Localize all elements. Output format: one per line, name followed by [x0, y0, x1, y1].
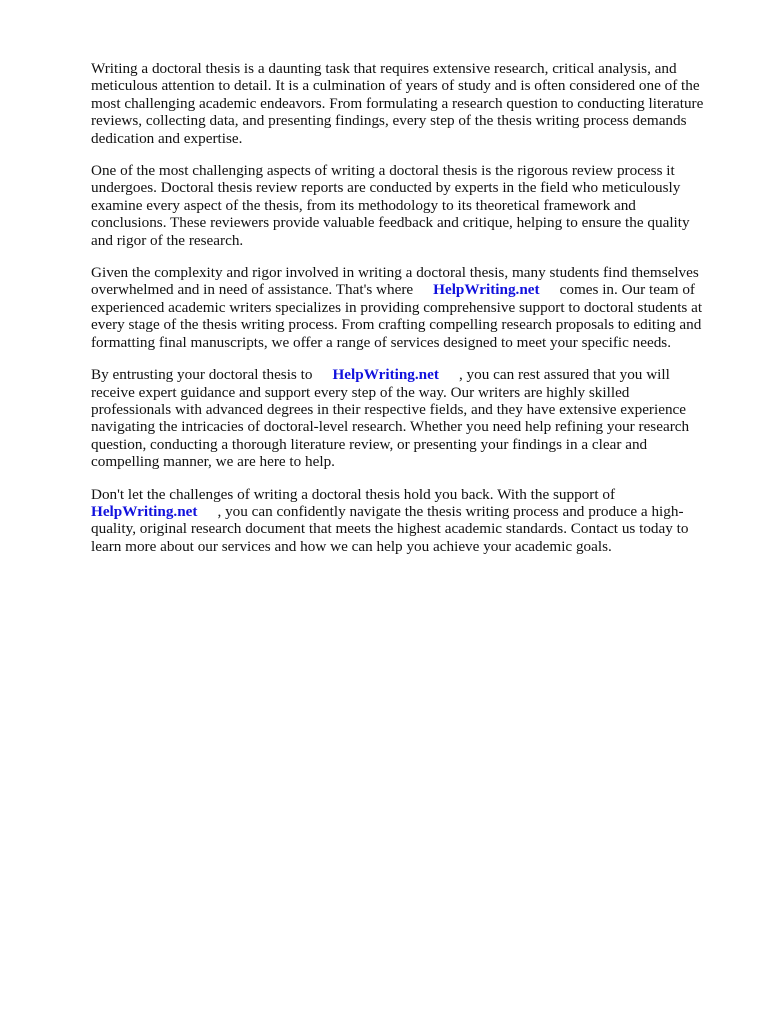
paragraph-1: Writing a doctoral thesis is a daunting task that requires extensive research, critical analysis, and meticulous attention to detail. It is a culmination of years of study and is often considered one of the most challenging academic endeavors. From formulating a research question to conducting literature reviews, collecting data, and presenting findings, every step of the thesis writing process demands dedication and expertise. [91, 60, 704, 147]
helpwriting-link[interactable]: HelpWriting.net [433, 281, 540, 299]
paragraph-4 [91, 366, 721, 470]
helpwriting-link[interactable]: HelpWriting.net [91, 502, 198, 520]
helpwriting-link[interactable]: HelpWriting.net [332, 366, 439, 384]
paragraph-5 [91, 486, 721, 556]
paragraph-3-text-before: Given the complexity and rigor involved in writing a doctoral thesis, many students find themselves overwhelmed and in need of assistance. That's where [91, 264, 699, 299]
paragraph-4-text-after: , you can rest assured that you will receive expert guidance and support every step of the way. Our writers are highly skilled professionals with advanced degrees in their respective fields, and they have extensive experience navigating the intricacies of doctoral-level research. Whether you need help refining your research question, conducting a thorough literature review, or presenting your findings in a clear and compelling manner, we are here to help. [91, 366, 690, 471]
paragraph-5-text-before: Don't let the challenges of writing a doctoral thesis hold you back. With the support of [91, 485, 616, 503]
paragraph-5-text-after: , you can confidently navigate the thesis writing process and produce a high- quality, original research document that meets the highest academic standards. Contact us today to learn more about our services and how we can help you achieve your academic goals. [91, 502, 689, 555]
paragraph-4-text-before: By entrusting your doctoral thesis to [91, 366, 313, 384]
document-page [91, 60, 721, 570]
paragraph-2: One of the most challenging aspects of writing a doctoral thesis is the rigorous review process it undergoes. Doctoral thesis review reports are conducted by experts in the field who meticulously examine every aspect of the thesis, from its methodology to its theoretical framework and conclusions. These reviewers provide valuable feedback and critique, helping to ensure the quality and rigor of the research. [91, 162, 690, 249]
paragraph-3 [91, 264, 721, 351]
paragraph-3-text-after: comes in. Our team of experienced academic writers specializes in providing comprehensive support to doctoral students at every stage of the thesis writing process. From crafting compelling research proposals to editing and formatting final manuscripts, we offer a range of services designed to meet your specific needs. [91, 281, 703, 351]
